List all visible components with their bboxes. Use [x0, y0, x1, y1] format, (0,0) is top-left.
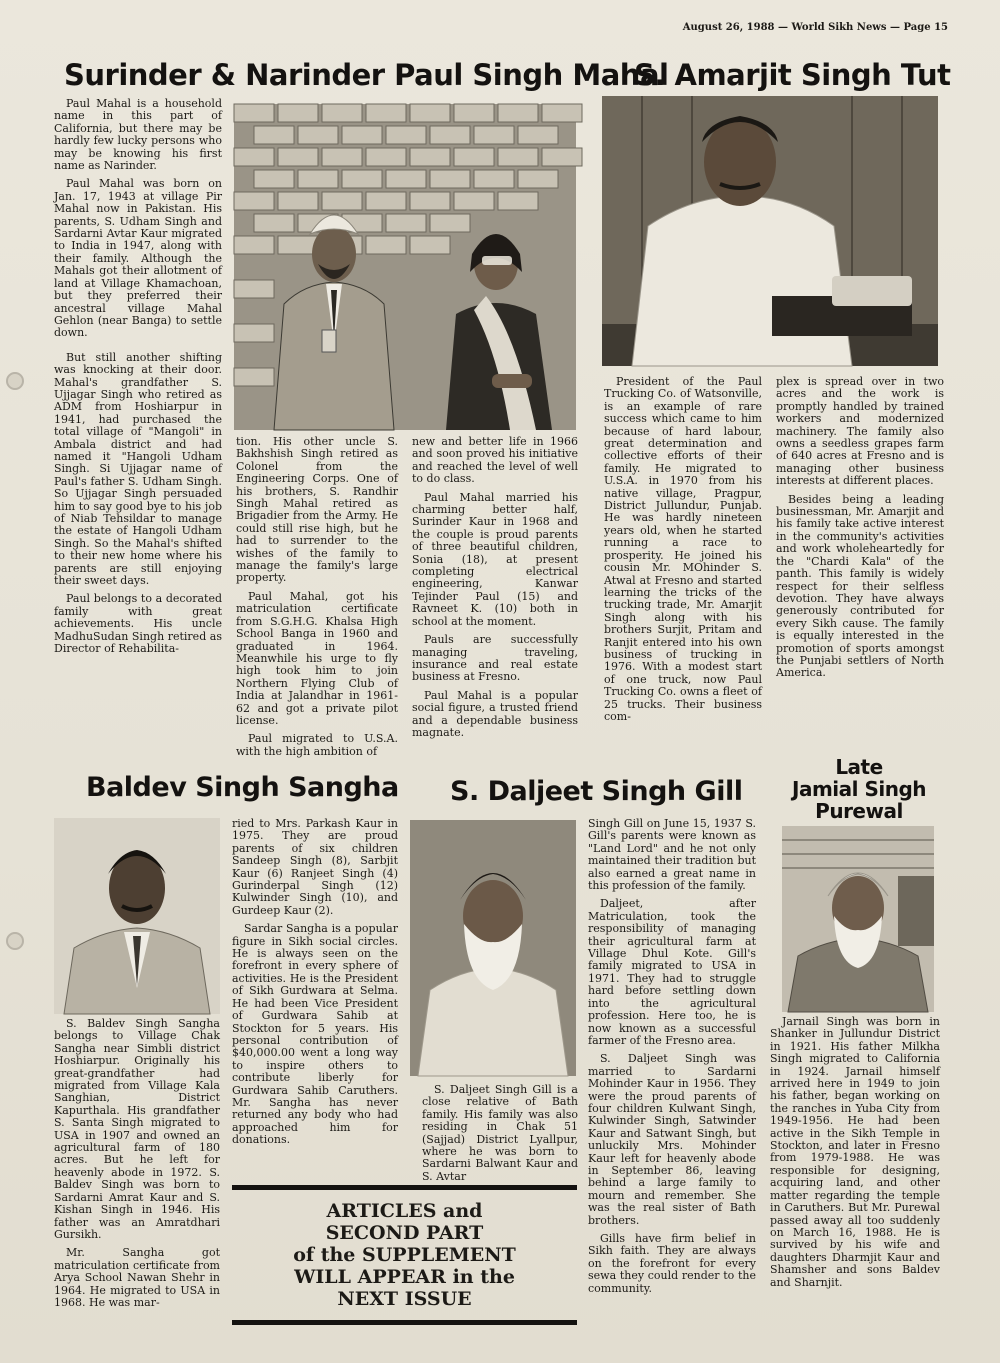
paragraph: Jarnail Singh was born in Shanker in Jullundur District in 1921. His father Milkha Singh migrated to California in 1924. Jarnail himself arrived here in 1949 to join his father, began working on the ranches in Yuba City from 1949-1956. He had been active in the Sikh Temple in Stockton, and later in Fresno from 1979-1988. He was responsible for designing, acquiring land, and other matter regarding the temple in Caruthers. But Mr. Purewal passed away all too suddenly on March 16, 1988. He is survived by his wife and daughters Dharmjit Kaur and Shamsher and sons Baldev and Sharnjit. [770, 1015, 940, 1289]
gill-illustration [410, 820, 576, 1076]
notice-line: of the SUPPLEMENT [293, 1244, 516, 1266]
paragraph: Paul Mahal was born on Jan. 17, 1943 at village Pir Mahal now in Pakistan. His parents, S. Udham Singh and Sardarni Avtar Kaur migrated to India in 1947, along with their family. Although the Mahals got their allotment of land at Village Khamachoan, but they preferred their ancestral village Mahal Gehlon (near Banga) to settle down. [54, 177, 222, 340]
paragraph: Paul migrated to U.S.A. with the high ambition of [236, 732, 398, 758]
paragraph: Paul belongs to a decorated family with great achievements. His uncle MadhuSudan Singh retired as Director of Rehabilita- [54, 592, 222, 656]
headline-line: Jamial Singh [792, 777, 926, 801]
headline-gill: S. Daljeet Singh Gill [450, 776, 743, 807]
headline-sangha: Baldev Singh Sangha [86, 772, 399, 803]
paragraph: Besides being a leading businessman, Mr. Amarjit and his family take active interest in the community's activities and work wholeheartedly for the "Chardi Kala" of the panth. This family is widely respect for their selfless devotion. They have always generously contributed for every Sikh cause. The family is equally interested in the promotion of sports amongst the Punjabi settlers of North America. [776, 492, 944, 680]
photo-amarjit-singh-tut [602, 96, 938, 366]
article-mahal-col3 [412, 436, 578, 748]
paragraph: But still another shifting was knocking at their door. Mahal's grandfather S. Ujjagar Singh who retired as ADM from Hoshiarpur in 1941, had purchased the total village of "Mangoli" in Ambala district and had named it "Hangoli Udham Singh. Si Ujjagar name of Paul's father S. Udham Singh. So Ujjagar Singh persuaded him to say good bye to his job of Niab Tehsildar to manage the estate of Hangoli Udham Singh. So the Mahal's shifted to their new home where his parents are still enjoying their sweet days. [54, 350, 222, 588]
binder-hole [6, 932, 24, 950]
page-folio: August 26, 1988 — World Sikh News — Page 15 [682, 22, 948, 33]
paragraph: Paul Mahal, got his matriculation certificate from S.G.H.G. Khalsa High School Banga in 1960 and graduated in 1964. Meanwhile his urge to fly high took him to join Northern Flying Club of India at Jalandhar in 1961-62 and got a private pilot license. [236, 589, 398, 727]
article-mahal-col2 [236, 435, 398, 758]
next-issue-notice [232, 1185, 577, 1325]
article-mahal-col1 [54, 98, 222, 748]
notice-line: ARTICLES and [326, 1200, 483, 1222]
paragraph: Pauls are successfully managing traveling, insurance and real estate business at Fresno. [412, 633, 578, 684]
paragraph: plex is spread over in two acres and the work is promptly handled by trained workers and modernized machinery. The family also owns a seedless grapes farm of 640 acres at Fresno and is managing other business interests at different places. [776, 375, 944, 488]
purewal-illustration [782, 826, 934, 1012]
article-gill-col1 [422, 1083, 578, 1183]
headline-line: Purewal [815, 799, 903, 823]
headline-mahal: Surinder & Narinder Paul Singh Mahal [64, 58, 669, 92]
paragraph: S. Daljeet Singh was married to Sardarni Mohinder Kaur in 1956. They were the proud parents of four children Kulwant Singh, Kulwinder Singh, Satwinder Kaur and Satwant Singh, but unluckily Mrs. Mohinder Kaur left for heavenly abode in September 86, leaving behind a large family to mourn and remember. She was the real sister of Bath brothers. [588, 1052, 756, 1227]
article-tut-col1 [604, 376, 762, 748]
notice-line: WILL APPEAR in the [294, 1266, 515, 1288]
paragraph: Paul Mahal is a household name in this part of California, but there may be hardly few lucky persons who may be knowing his first name as Narinder. [54, 97, 222, 173]
paragraph: new and better life in 1966 and soon proved his initiative and reached the level of well to do class. [412, 435, 578, 486]
paragraph: Singh Gill on June 15, 1937 S. Gill's parents were known as "Land Lord" and he not only maintained their tradition but also earned a great name in this profession of the family. [588, 817, 756, 893]
article-gill-col2 [588, 818, 756, 1340]
notice-line: SECOND PART [325, 1222, 484, 1244]
paragraph: Gills have firm belief in Sikh faith. They are always on the forefront for every sewa they could render to the community. [588, 1232, 756, 1295]
paragraph: President of the Paul Trucking Co. of Watsonville, is an example of rare success which came to him because of hard labour, great determination and collective efforts of their family. He migrated to U.S.A. in 1970 from his native village, Pragpur, District Jullundur, Punjab. He was hardly nineteen years old, when he started running a race to prosperity. He joined his cousin Mr. MOhinder S. Atwal at Fresno and started learning the tricks of the trucking trade, Mr. Amarjit Singh along with his brothers Surjit, Pritam and Ranjit entered into his own business of trucking in 1976. With a modest start of one truck, now Paul Trucking Co. owns a fleet of 25 trucks. Their business com- [604, 375, 762, 723]
photo-jamial-singh-purewal [782, 826, 934, 1012]
tut-illustration [602, 96, 938, 366]
sangha-illustration [54, 818, 220, 1014]
article-sangha-col1 [54, 1018, 220, 1340]
article-sangha-col2 [232, 818, 398, 1150]
article-tut-col2 [776, 376, 944, 748]
mahal-couple-illustration [234, 104, 576, 430]
paragraph: Paul Mahal married his charming better half, Surinder Kaur in 1968 and the couple is proud parents of three beautiful children, Sonia (18), at present completing electrical engineering, Kanwar Tejinder Paul (15) and Ravneet K. (10) both in school at the moment. [412, 490, 578, 628]
photo-daljeet-singh-gill [410, 820, 576, 1076]
paragraph: Paul Mahal is a popular social figure, a trusted friend and a dependable business magnate. [412, 688, 578, 739]
headline-purewal [774, 756, 944, 822]
photo-baldev-singh-sangha [54, 818, 220, 1014]
paragraph: tion. His other uncle S. Bakhshish Singh retired as Colonel from the Engineering Corps. One of his brothers, S. Randhir Singh Mahal retired as Brigadier from the Army. He could still rise high, but he had to surrender to the wishes of the family to manage the family's large property. [236, 435, 398, 585]
notice-line: NEXT ISSUE [337, 1288, 472, 1310]
photo-mahal-couple [234, 104, 576, 430]
headline-line: Late [835, 755, 883, 779]
article-purewal-col1 [770, 1016, 940, 1348]
paragraph: ried to Mrs. Parkash Kaur in 1975. They are proud parents of six children Sandeep Singh (8), Sarbjit Kaur (6) Ranjeet Singh (4) Gurinderpal Singh (12) Kulwinder Singh (10), and Gurdeep Kaur (2). [232, 817, 398, 917]
paragraph: Daljeet, after Matriculation, took the responsibility of managing their agricultural farm at Village Dhul Kote. Gill's family migrated to USA in 1971. They had to struggle hard before settling down into the agricultural profession. Here too, he is now known as a successful farmer of the Fresno area. [588, 897, 756, 1047]
paragraph: S. Daljeet Singh Gill is a close relative of Bath family. His family was also residing in Chak 51 (Sajjad) District Lyallpur, where he was born to Sardarni Balwant Kaur and S. Avtar [422, 1083, 578, 1183]
paragraph: Sardar Sangha is a popular figure in Sikh social circles. He is always seen on the forefront in every sphere of activities. He is the President of Sikh Gurdwara at Selma. He had been Vice President of Gurdwara Sahib at Stockton for 5 years. His personal contribution of $40,000.00 went a long way to inspire others to contribute liberly for Gurdwara Sahib Caruthers. Mr. Sangha has never returned any body who had approached him for donations. [232, 922, 398, 1147]
binder-hole [6, 372, 24, 390]
headline-tut: S. Amarjit Singh Tut [634, 58, 951, 92]
paragraph: Mr. Sangha got matriculation certificate from Arya School Nawan Shehr in 1964. He migrated to USA in 1968. He was mar- [54, 1246, 220, 1309]
paragraph: S. Baldev Singh Sangha belongs to Village Chak Sangha near Simbli district Hoshiarpur. Originally his great-grandfather had migrated from Village Kala Sanghian, District Kapurthala. His grandfather S. Santa Singh migrated to USA in 1907 and owned an agricultural farm of 180 acres. But he left for heavenly abode in 1972. S. Baldev Singh was born to Sardarni Amrat Kaur and S. Kishan Singh in 1946. His father was an Amratdhari Gursikh. [54, 1017, 220, 1241]
